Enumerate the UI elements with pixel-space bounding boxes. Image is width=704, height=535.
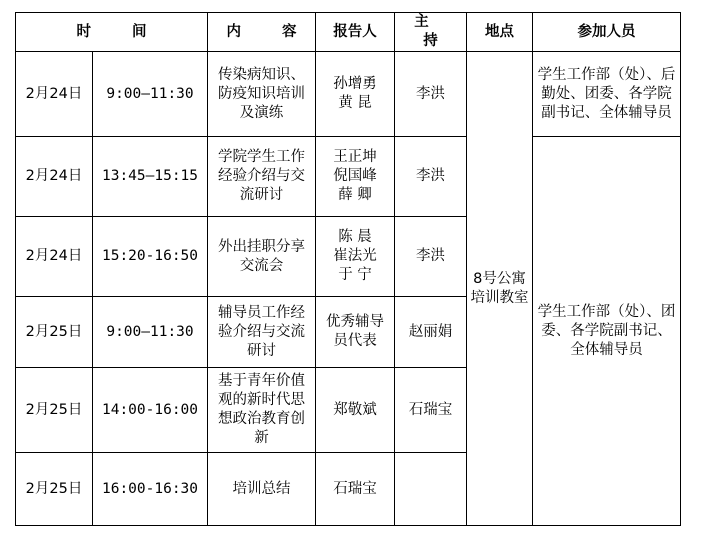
- speaker-name: 倪国峰: [333, 168, 377, 184]
- host-cell: 李洪: [395, 52, 467, 137]
- date-cell: 2月24日: [16, 52, 93, 137]
- speaker-name: 孙增勇: [333, 76, 377, 92]
- speaker-name: 王正坤: [333, 149, 377, 165]
- header-location: 地点: [467, 13, 533, 52]
- topic-cell: 学院学生工作经验介绍与交流研讨: [208, 137, 316, 217]
- speaker-name: 黄 昆: [338, 95, 372, 111]
- host-cell: 赵丽娟: [395, 297, 467, 368]
- training-schedule-table: [15, 12, 681, 526]
- speaker-cell: 郑敬斌: [316, 368, 395, 453]
- header-speaker: 报告人: [316, 13, 395, 52]
- header-attendees: 参加人员: [533, 13, 681, 52]
- host-cell: 李洪: [395, 137, 467, 217]
- time-cell: 14:00-16:00: [93, 368, 208, 453]
- speaker-cell: 石瑞宝: [316, 453, 395, 526]
- speaker-cell: [316, 217, 395, 297]
- header-host: 主 持: [395, 13, 467, 52]
- speaker-cell: [316, 137, 395, 217]
- date-cell: 2月24日: [16, 217, 93, 297]
- date-cell: 2月25日: [16, 368, 93, 453]
- host-cell: [395, 453, 467, 526]
- date-cell: 2月25日: [16, 453, 93, 526]
- header-time: 时 间: [16, 13, 208, 52]
- attendees-cell: 学生工作部（处）、后勤处、团委、各学院副书记、全体辅导员: [533, 52, 681, 137]
- date-cell: 2月25日: [16, 297, 93, 368]
- host-cell: 石瑞宝: [395, 368, 467, 453]
- speaker-name: 崔法光: [333, 248, 377, 264]
- topic-cell: 辅导员工作经验介绍与交流研讨: [208, 297, 316, 368]
- topic-cell: 培训总结: [208, 453, 316, 526]
- header-content: 内 容: [208, 13, 316, 52]
- speaker-name: 于 宁: [338, 267, 372, 283]
- date-cell: 2月24日: [16, 137, 93, 217]
- speaker-name: 陈 晨: [338, 229, 372, 245]
- table-row: [16, 52, 681, 137]
- time-cell: 16:00-16:30: [93, 453, 208, 526]
- speaker-cell: [316, 52, 395, 137]
- topic-cell: 基于青年价值观的新时代思想政治教育创新: [208, 368, 316, 453]
- header-row: [16, 13, 681, 52]
- location-cell: 8号公寓培训教室: [467, 52, 533, 526]
- time-cell: 13:45—15:15: [93, 137, 208, 217]
- table-row: [16, 137, 681, 217]
- speaker-cell: 优秀辅导员代表: [316, 297, 395, 368]
- host-cell: 李洪: [395, 217, 467, 297]
- attendees-cell: 学生工作部（处）、团委、各学院副书记、全体辅导员: [533, 137, 681, 526]
- speaker-name: 薛 卿: [338, 187, 372, 203]
- time-cell: 9:00—11:30: [93, 297, 208, 368]
- time-cell: 9:00—11:30: [93, 52, 208, 137]
- topic-cell: 传染病知识、防疫知识培训及演练: [208, 52, 316, 137]
- time-cell: 15:20-16:50: [93, 217, 208, 297]
- topic-cell: 外出挂职分享交流会: [208, 217, 316, 297]
